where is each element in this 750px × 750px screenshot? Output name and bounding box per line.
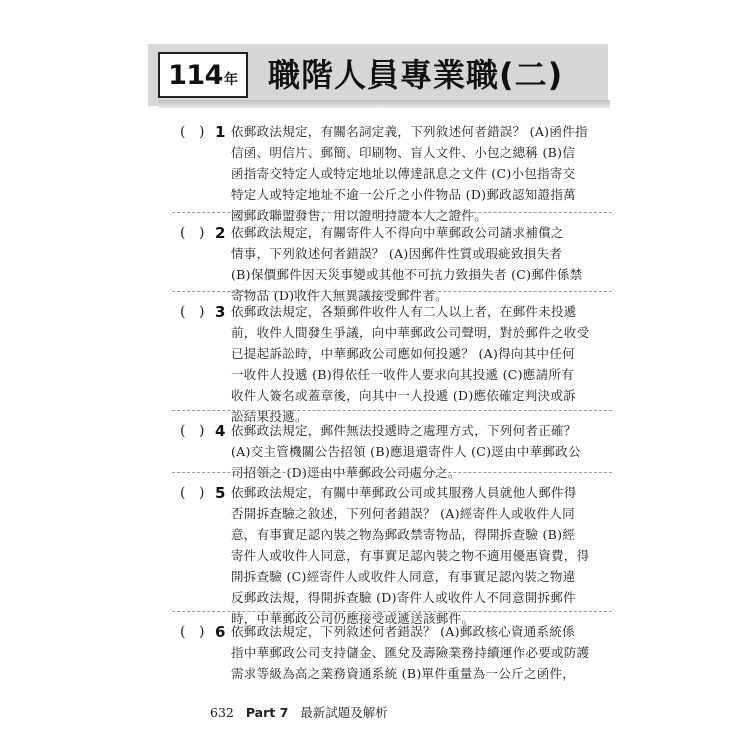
question-line: 一收件人投遞 (B)得依任一收件人要求向其投遞 (C)應請所有 xyxy=(231,367,575,382)
question-line: 需求等級為高之業務資通系統 (B)單件重量為一公斤之函件， xyxy=(231,666,576,681)
answer-blank-close: ) xyxy=(199,624,205,640)
answer-blank-open: ( xyxy=(180,423,186,439)
question-line: 司招領之 (D)逕由中華郵政公司處分之。 xyxy=(231,465,461,480)
answer-blank-close: ) xyxy=(199,423,205,439)
question-line: (A)交主管機關公告招領 (B)應退還寄件人 (C)逕由中華郵政公 xyxy=(231,444,581,459)
question-text xyxy=(231,420,581,483)
answer-blank-open: ( xyxy=(180,624,186,640)
question-text xyxy=(231,121,588,226)
answer-blank-close: ) xyxy=(199,225,205,241)
question-line: 特定人或特定地址不逾一公斤之小件物品 (D)郵政認知證指萬 xyxy=(231,187,576,202)
question-number: 1 xyxy=(215,123,226,141)
question-line: 寄件人或收件人同意，有事實足認內裝之物不適用優惠資費，得 xyxy=(231,548,590,563)
question-line: 函指寄交特定人或特定地址以傳達訊息之文件 (C)小包指寄交 xyxy=(231,166,576,181)
question-line: 否開拆查驗之敘述，下列何者錯誤？ (A)經寄件人或收件人同 xyxy=(231,506,575,521)
question-text xyxy=(231,482,589,629)
question-text xyxy=(231,621,589,684)
question-line: 寄物品 (D)收件人無異議接受郵件者。 xyxy=(231,288,448,303)
page-title: 職階人員專業職(二) xyxy=(268,56,564,94)
answer-blank-open: ( xyxy=(180,124,186,140)
question-line: 反郵政法規，得開拆查驗 (D)寄件人或收件人不同意開拆郵件 xyxy=(231,590,576,605)
question-line: 依郵政法規定，郵件無法投遞時之處理方式，下列何者正確？ xyxy=(231,423,577,438)
question-line: 依郵政法規定，有關名詞定義，下列敘述何者錯誤？ (A)函件指 xyxy=(231,124,588,139)
question-divider xyxy=(172,291,612,292)
question-line: 前，收件人間發生爭議，向中華郵政公司聲明，對於郵件之收受 xyxy=(231,325,590,340)
question-line: 信函、明信片、郵簡、印刷物、盲人文件、小包之總稱 (B)信 xyxy=(231,145,576,160)
question-line: 收件人簽名或蓋章後，向其中一人投遞 (D)應依確定判決或訴 xyxy=(231,388,576,403)
question-line: 依郵政法規定，有關中華郵政公司或其服務人員就他人郵件得 xyxy=(231,485,577,500)
question-number: 6 xyxy=(215,623,226,641)
answer-blank-close: ) xyxy=(199,485,205,501)
question-divider xyxy=(172,410,612,411)
question-line: (B)保價郵件因天災事變或其他不可抗力致損失者 (C)郵件係禁 xyxy=(231,267,583,282)
question-line: 已提起訴訟時，中華郵政公司應如何投遞？ (A)得向其中任何 xyxy=(231,346,575,361)
question-number: 3 xyxy=(215,303,226,321)
question-line: 時，中華郵政公司仍應接受或遞送該郵件。 xyxy=(231,611,475,626)
question-divider xyxy=(172,611,612,612)
section-title: 最新試題及解析 xyxy=(300,705,388,720)
question-line: 開拆查驗 (C)經寄件人或收件人同意，有事實足認內裝之物違 xyxy=(231,569,576,584)
question-number: 2 xyxy=(215,224,226,242)
question-divider xyxy=(172,212,612,213)
question-divider xyxy=(172,472,612,473)
question-line: 依郵政法規定，下列敘述何者錯誤？ (A)郵政核心資通系統係 xyxy=(231,624,575,639)
answer-blank-close: ) xyxy=(199,304,205,320)
answer-blank-open: ( xyxy=(180,225,186,241)
question-line: 國郵政聯盟發售，用以證明持證本人之證件。 xyxy=(231,208,488,223)
year-badge xyxy=(158,52,248,98)
question-text xyxy=(231,301,589,427)
question-line: 訟結果投遞。 xyxy=(231,409,308,424)
question-text xyxy=(231,222,583,306)
question-number: 4 xyxy=(215,422,226,440)
question-number: 5 xyxy=(215,484,226,502)
question-line: 意，有事實足認內裝之物為郵政禁寄物品，得開拆查驗 (B)經 xyxy=(231,527,576,542)
title-band-shadow xyxy=(158,100,610,108)
question-line: 依郵政法規定，有關寄件人不得向中華郵政公司請求補償之 xyxy=(231,225,564,240)
answer-blank-open: ( xyxy=(180,485,186,501)
year-number: 114 xyxy=(168,60,223,91)
part-label: Part 7 xyxy=(245,705,289,720)
page-number: 632 xyxy=(210,705,234,720)
question-line: 依郵政法規定，各類郵件收件人有二人以上者，在郵件未投遞 xyxy=(231,304,577,319)
year-suffix: 年 xyxy=(223,72,238,88)
question-line: 情事，下列敘述何者錯誤？ (A)因郵件性質或瑕疵致損失者 xyxy=(231,246,563,261)
answer-blank-open: ( xyxy=(180,304,186,320)
question-line: 指中華郵政公司支持儲金、匯兌及壽險業務持續運作必要或防護 xyxy=(231,645,590,660)
page-footer xyxy=(210,703,388,723)
answer-blank-close: ) xyxy=(199,124,205,140)
